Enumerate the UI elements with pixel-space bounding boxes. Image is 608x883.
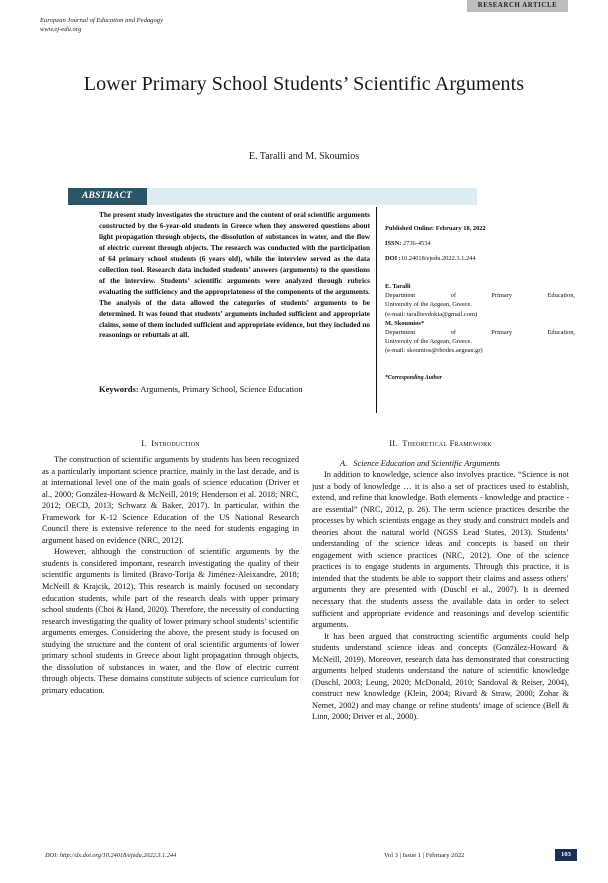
- article-type-badge: RESEARCH ARTICLE: [467, 0, 568, 12]
- abstract-text: The present study investigates the structure and the content of oral scientific arguments constructed by the 6-year-old students in Greece when they answered questions about light propagation through objects, the dissolution of substances in water, and the flow of electric current through objects. The research was conducted with the participation of 64 primary school students (6 years old), while the interview served as the data collection tool. Research data included students’ answers (arguments) to the questions of the interview. Students’ scientific arguments were analyzed through rubrics evaluating the sufficiency and the appropriateness of the components of the arguments. The analysis of the data allowed the categories of students’ arguments to be determined. It was found that students’ arguments included sufficient and appropriate claims, some of them included sufficient and appropriate evidence, but they included no reasonings or rebuttals at all.: [99, 211, 370, 340]
- doi-label: DOI :: [385, 255, 401, 262]
- section-title: Theoretical Framework: [402, 438, 492, 448]
- published-online: [385, 224, 575, 233]
- paragraph: It has been argued that constructing scientific arguments could help students understand science ideas and concepts (González-Howard & McNeill, 2019). Moreover, research data has demonstrated that constructing arguments helped students understand the nature of scientific knowledge (Duschl, 2003; Leung, 2020; McDonald, 2010; Sandoval & Reiser, 2004), construct new knowledge (Klein, 2004; Rivard & Straw, 2000; Zohar & Nemet, 2002) and may change or refine students’ image of science (Bell & Linn, 2000; Driver et al., 2000).: [312, 631, 569, 722]
- subsection-heading: A. Science Education and Scientific Arguments: [340, 459, 500, 468]
- journal-url[interactable]: www.ej-edu.org: [40, 26, 82, 33]
- introduction-body: [42, 454, 299, 696]
- paragraph: In addition to knowledge, science also involves practice. “Science is not just a body of knowledge … it is also a set of practices used to establish, extend, and refine that knowledge. Both elements - knowledge and practice - are essential” (NRC, 2012, p. 26). The term science practices describe the processes by which scientists engage as they study and construct models and theories about the natural world (NGSS Lead States, 2013). Students’ understanding of the science ideas and concepts is based on their engagement with science practices (NRC, 2012). One of the science practices is to engage students in arguments. Through this practice, it is intended that the students be able to support their claims and assess others’ arguments they are presented with (Duschl et al., 2007). It is deemed necessary that the students assess the available data in order to select sufficient and appropriate evidence and reasonings and develop scientific arguments.: [312, 470, 569, 630]
- issn-value: 2736-4534: [402, 240, 431, 247]
- author2-dept: Department of Primary Education,: [385, 329, 575, 337]
- issn-label: ISSN:: [385, 240, 402, 247]
- journal-header: [40, 16, 163, 34]
- published-label: Published Online:: [385, 225, 435, 232]
- page-number: 103: [555, 849, 577, 861]
- author1-univ: University of the Aegean, Greece.: [385, 301, 472, 309]
- keywords-label: Keywords:: [99, 384, 139, 394]
- journal-name: European Journal of Education and Pedagogy: [40, 17, 164, 24]
- keywords: [99, 384, 303, 394]
- theoretical-framework-body: [312, 469, 569, 723]
- abstract-label: ABSTRACT: [68, 188, 147, 205]
- section-heading-theoretical-framework: [312, 438, 569, 448]
- section-number: II.: [389, 438, 398, 448]
- section-heading-introduction: [42, 438, 299, 448]
- author-affiliations: [385, 282, 575, 356]
- paragraph: The construction of scientific arguments by students has been recognized as a particularly important science practice, mainly in the last decade, and is at international level one of the main goals of science education (Driver et al., 2000; González-Howard & McNeill, 2019; Henderson et al. 2018; NRC, 2012; OECD, 2013; Schwarz & Baker, 2017). In particular, within the Framework for K-12 Science Education of the US National Research Council there is extensive reference to the need for students engaging in argument based on evidence (NRC, 2012).: [42, 455, 299, 545]
- author2-univ: University of the Aegean, Greece.: [385, 338, 472, 346]
- author1-email[interactable]: (e-mail: tarallievdokia@gmail.com): [385, 310, 478, 318]
- author2-name: M. Skoumios*: [385, 319, 425, 327]
- section-title: Introduction: [151, 438, 200, 448]
- abstract-divider: [376, 207, 377, 413]
- footer-volume-issue: Vol 3 | Issue 1 | February 2022: [384, 852, 465, 859]
- paper-authors: E. Taralli and M. Skoumios: [248, 151, 360, 162]
- doi: [385, 254, 575, 263]
- published-value: February 18, 2022: [435, 225, 486, 232]
- footer-doi[interactable]: DOI: http://dx.doi.org/10.24018/ejedu.2022.3.1.244: [45, 852, 177, 859]
- paragraph: However, although the construction of scientific arguments by the students is considered important, research investigating the quality of their scientific arguments is limited (Bravo-Torija & Jiménez-Aleixandre, 2018; McNeill & Krajcik, 2012). This research is mainly focused on secondary education students, while part of the research deals with upper primary school students (Choi & Hand, 2020). Therefore, the necessity of conducting research investigating the quality of lower primary school students’ scientific arguments emerges. Considering the above, the present study is focused on studying the structure and the content of oral scientific arguments of lower primary school students in Greece about light propagation through objects, the dissolution of substances in water, and the flow of electric current through objects. These domains constitute subjects of science curriculum for primary education.: [42, 547, 299, 695]
- keywords-value: Arguments, Primary School, Science Education: [140, 384, 303, 394]
- author1-dept: Department of Primary Education,: [385, 292, 575, 300]
- issn: [385, 239, 575, 248]
- author1-name: E. Taralli: [385, 283, 411, 290]
- author2-email[interactable]: (e-mail: skoumios@rhodes.aegean.gr): [385, 347, 483, 355]
- corresponding-author-note: *Corresponding Author: [385, 375, 442, 381]
- doi-value[interactable]: 10.24018/ejedu.2022.3.1.244: [400, 255, 476, 262]
- paper-title: Lower Primary School Students’ Scientific Arguments: [83, 73, 525, 95]
- section-number: I.: [141, 438, 147, 448]
